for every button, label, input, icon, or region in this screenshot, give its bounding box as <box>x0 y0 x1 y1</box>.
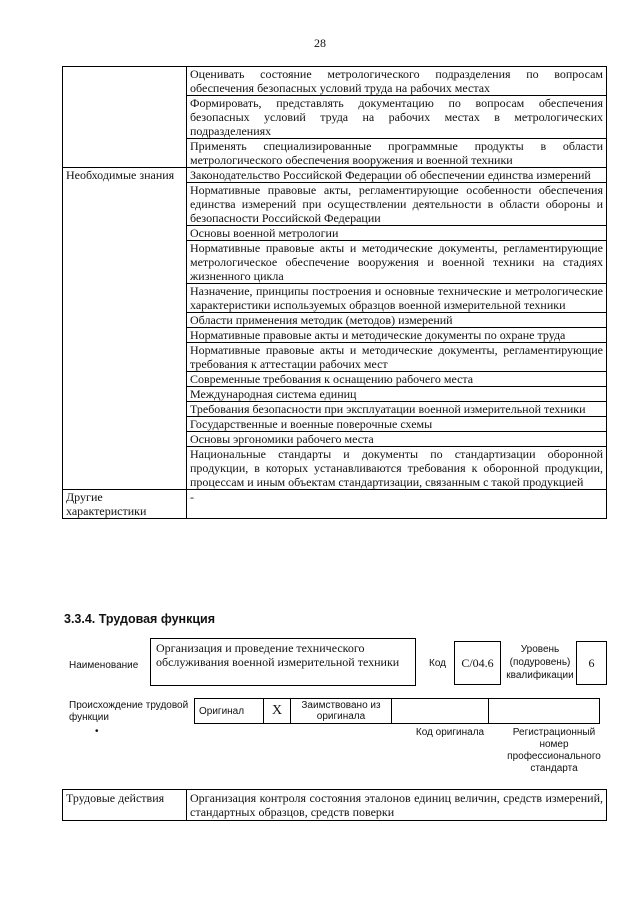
row-text: Основы эргономики рабочего места <box>187 432 607 447</box>
table-row <box>63 168 607 183</box>
table-row <box>63 67 607 96</box>
row-label <box>63 67 187 168</box>
qualification-level-box: 6 <box>576 641 607 685</box>
row-text: Законодательство Российской Федерации об обеспечении единства измерений <box>187 168 607 183</box>
row-text: Требования безопасности при эксплуатации военной измерительной техники <box>187 402 607 417</box>
row-text: Области применения методик (методов) измерений <box>187 313 607 328</box>
table-row <box>63 790 607 821</box>
section-title: 3.3.4. Трудовая функция <box>64 612 216 626</box>
row-text: Оценивать состояние метрологического подразделения по вопросам обеспечения безопасных условий труда на рабочих местах <box>187 67 607 96</box>
function-code-box: С/04.6 <box>454 641 501 685</box>
original-label: Оригинал <box>195 699 264 724</box>
row-text: Применять специализированные программные продукты в области метрологического обеспечения вооружения и военной техники <box>187 139 607 168</box>
stray-mark: • <box>95 726 99 737</box>
row-text: - <box>187 490 607 519</box>
row-text: Назначение, принципы построения и основные технические и метрологические характеристики используемых образцов военной измерительной техники <box>187 284 607 313</box>
labor-actions-text: Организация контроля состояния эталонов единиц величин, средств измерений, стандартных образцов, средств поверки <box>187 790 607 821</box>
row-label: Необходимые знания <box>63 168 187 490</box>
table-row <box>63 490 607 519</box>
function-origin-label: Происхождение трудовой функции <box>69 700 189 723</box>
qualification-level-label: Уровень (подуровень) квалификации <box>506 644 574 681</box>
row-text: Современные требования к оснащению рабочего места <box>187 372 607 387</box>
row-text: Национальные стандарты и документы по стандартизации оборонной продукции, в которых устанавливаются требования к оборонной продукции, процессам и иным объектам стандартизации, связанным с такой продукцией <box>187 447 607 490</box>
registration-number-label: Регистрационный номер профессионального стандарта <box>507 727 601 774</box>
function-name-label: Наименование <box>69 660 139 671</box>
original-code-cell <box>392 699 489 724</box>
row-text: Международная система единиц <box>187 387 607 402</box>
original-code-label: Код оригинала <box>415 727 485 738</box>
row-text: Нормативные правовые акты и методические документы, регламентирующие метрологическое обеспечение вооружения и военной техники на стадиях жизненного цикла <box>187 241 607 284</box>
row-text: Нормативные правовые акты, регламентирующие особенности обеспечения единства измерений при осуществлении деятельности в области обороны и безопасности Российской Федерации <box>187 183 607 226</box>
function-name-box: Организация и проведение технического обслуживания военной измерительной техники <box>150 638 416 686</box>
row-text: Формировать, представлять документацию по вопросам обеспечения безопасных условий труда на рабочих местах в метрологических подразделениях <box>187 96 607 139</box>
function-code-label: Код <box>429 658 447 669</box>
row-text: Нормативные правовые акты и методические документы, регламентирующие требования к аттестации рабочих мест <box>187 343 607 372</box>
skills-knowledge-table <box>62 66 607 519</box>
row-label: Другие характеристики <box>63 490 187 519</box>
labor-actions-label: Трудовые действия <box>63 790 187 821</box>
function-origin-table <box>194 698 600 724</box>
row-text: Государственные и военные поверочные схемы <box>187 417 607 432</box>
page-number: 28 <box>314 36 326 50</box>
labor-actions-table <box>62 789 607 821</box>
original-mark: Х <box>264 699 291 724</box>
row-text: Основы военной метрологии <box>187 226 607 241</box>
borrowed-label: Заимствовано из оригинала <box>291 699 392 724</box>
row-text: Нормативные правовые акты и методические документы по охране труда <box>187 328 607 343</box>
registration-number-cell <box>489 699 600 724</box>
